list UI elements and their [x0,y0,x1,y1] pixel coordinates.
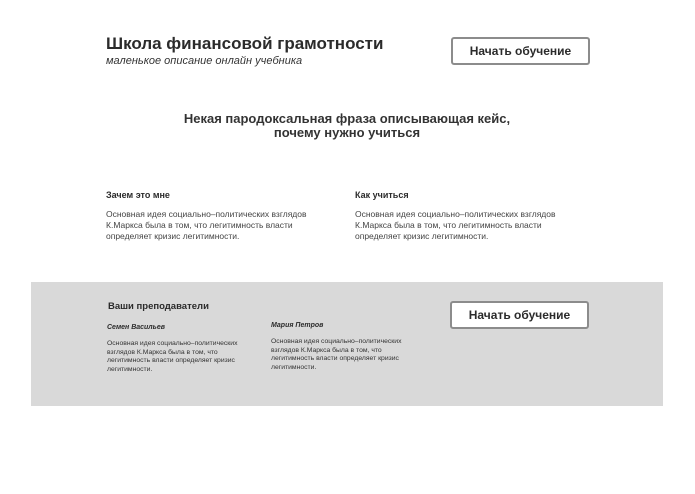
feature-why-title: Зачем это мне [106,190,170,200]
feature-how-title: Как учиться [355,190,409,200]
start-learning-button-header[interactable]: Начать обучение [451,37,590,65]
site-subtitle: маленькое описание онлайн учебника [106,55,303,67]
teacher-card [271,322,416,372]
hero-phrase [147,112,547,140]
teachers-section [31,282,663,406]
feature-how-text: Основная идея социально–политических взглядов К.Маркса была в том, что легитимность власти определяет кризис легитимности. [355,209,556,241]
teacher-bio: Основная идея социально–политических взглядов К.Маркса была в том, что легитимность власти определяет кризис легитимности. [271,338,402,371]
teacher-name: Семен Васильев [107,324,165,331]
teacher-name: Мария Петров [271,322,324,329]
hero-line-2: почему нужно учиться [273,125,421,140]
feature-how [355,190,585,242]
start-learning-button-teachers[interactable]: Начать обучение [450,301,589,329]
feature-why-text: Основная идея социально–политических взглядов К.Маркса была в том, что легитимность власти определяет кризис легитимности. [106,209,307,241]
hero-line-1: Некая пародоксальная фраза описывающая кейс, [183,111,511,126]
feature-why [106,190,336,242]
teacher-card [107,324,252,374]
site-header [106,34,383,68]
teachers-title: Ваши преподаватели [108,301,209,312]
teacher-bio: Основная идея социально–политических взглядов К.Маркса была в том, что легитимность власти определяет кризис легитимности. [107,340,238,373]
site-title: Школа финансовой грамотности [106,34,384,53]
